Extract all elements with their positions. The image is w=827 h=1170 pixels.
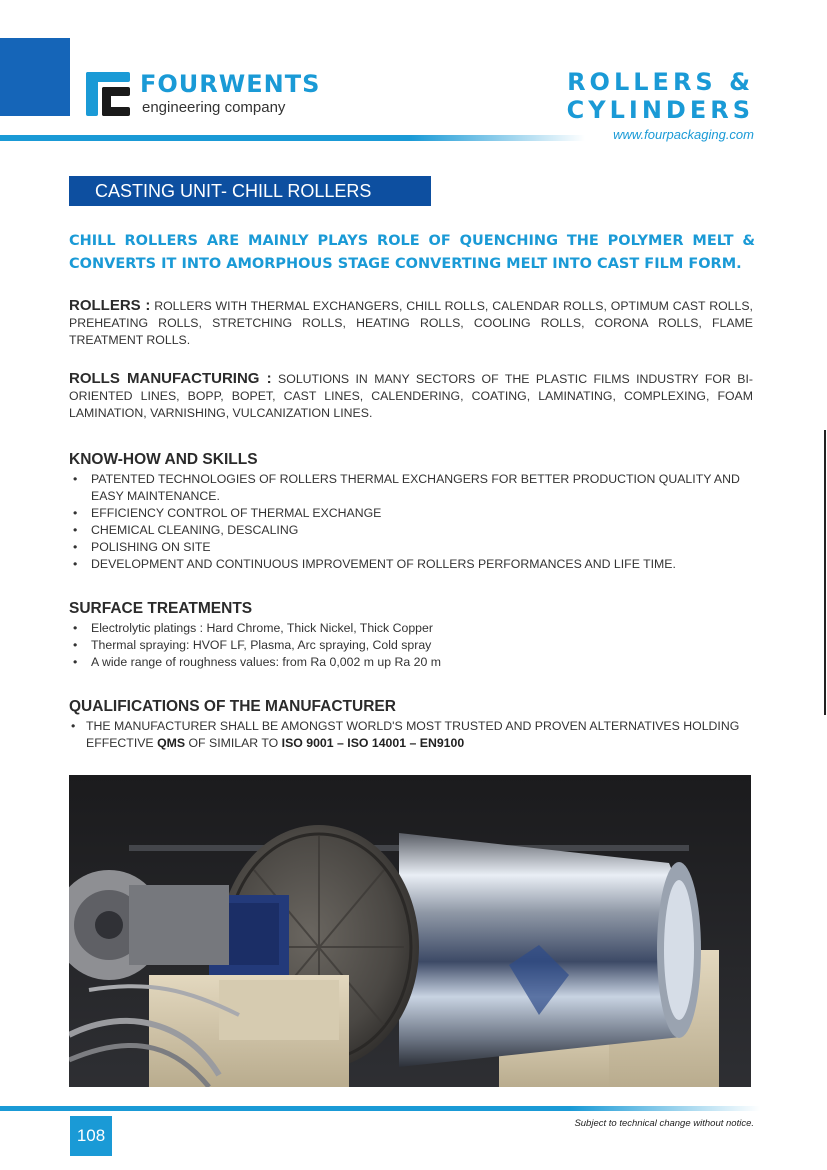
logo-wordmark: FOURWENTS — [140, 70, 321, 98]
corner-accent-block — [0, 38, 70, 116]
rolls-manufacturing-text: SOLUTIONS IN MANY SECTORS OF THE PLASTIC FILMS INDUSTRY FOR BI-ORIENTED LINES, BOPP, BOPET, CAST LINES, CALENDERING, COATING, LAMINATING, COMPLEXING, FOAM LAMINATION, VARNISHING, VULCANIZATION LINES. — [69, 372, 753, 420]
surface-treatments-heading: SURFACE TREATMENTS — [69, 600, 253, 617]
chill-roller-illustration-icon — [69, 775, 751, 1087]
iso-standards: ISO 9001 – ISO 14001 – EN9100 — [281, 736, 465, 750]
website-link[interactable]: www.fourpackaging.com — [613, 127, 754, 142]
lead-statement: CHILL ROLLERS ARE MAINLY PLAYS ROLE OF QUENCHING THE POLYMER MELT & CONVERTS IT INTO AMORPHOUS STAGE CONVERTING MELT INTO CAST FILM FORM. — [69, 233, 755, 272]
catalog-title — [567, 68, 754, 124]
list-item: • Electrolytic platings : Hard Chrome, Thick Nickel, Thick Copper — [69, 620, 759, 637]
catalog-title-line2: CYLINDERS — [566, 96, 754, 124]
section-title-banner: CASTING UNIT- CHILL ROLLERS — [69, 176, 431, 206]
list-item: • Thermal spraying: HVOF LF, Plasma, Arc spraying, Cold spray — [69, 637, 759, 654]
chill-roller-photo — [69, 775, 751, 1087]
footer-divider — [0, 1106, 760, 1111]
rolls-manufacturing-paragraph — [69, 370, 753, 422]
fourwents-logo-icon — [86, 72, 130, 116]
qualifications-list — [69, 718, 759, 752]
company-logo — [86, 70, 321, 120]
rollers-text: ROLLERS WITH THERMAL EXCHANGERS, CHILL ROLLS, CALENDAR ROLLS, OPTIMUM CAST ROLLS, PREHEATING ROLLS, STRETCHING ROLLS, HEATING ROLLS, COOLING ROLLS, CORONA ROLLS, FLAME TREATMENT ROLLS. — [69, 299, 753, 347]
list-item: • POLISHING ON SITE — [69, 539, 759, 556]
disclaimer-note: Subject to technical change without notice. — [574, 1118, 754, 1129]
list-item: • A wide range of roughness values: from Ra 0,002 m up Ra 20 m — [69, 654, 759, 671]
list-item: • EFFICIENCY CONTROL OF THERMAL EXCHANGE — [69, 505, 759, 522]
qualifications-text: THE MANUFACTURER SHALL BE AMONGST WORLD'S MOST TRUSTED AND PROVEN ALTERNATIVES HOLDING EFFECTIVE — [86, 719, 740, 750]
list-item: • PATENTED TECHNOLOGIES OF ROLLERS THERMAL EXCHANGERS FOR BETTER PRODUCTION QUALITY AND EASY MAINTENANCE. — [69, 471, 759, 505]
list-item — [69, 718, 759, 752]
header-divider — [0, 135, 585, 141]
qualifications-text-middle: OF SIMILAR TO — [185, 736, 282, 750]
qms-label: QMS — [157, 736, 186, 750]
qualifications-heading: QUALIFICATIONS OF THE MANUFACTURER — [69, 698, 396, 715]
logo-tagline: engineering company — [142, 99, 286, 116]
page-number: 108 — [70, 1116, 112, 1156]
rollers-paragraph — [69, 297, 753, 349]
rollers-label: ROLLERS : — [69, 297, 151, 314]
list-item: • CHEMICAL CLEANING, DESCALING — [69, 522, 759, 539]
page-edge-line — [824, 430, 826, 715]
catalog-title-line1: ROLLERS & — [567, 68, 754, 96]
rolls-manufacturing-label: ROLLS MANUFACTURING : — [69, 370, 272, 387]
surface-treatments-list — [69, 620, 759, 671]
know-how-heading: KNOW-HOW AND SKILLS — [69, 451, 258, 468]
list-item: • DEVELOPMENT AND CONTINUOUS IMPROVEMENT OF ROLLERS PERFORMANCES AND LIFE TIME. — [69, 556, 759, 573]
know-how-list — [69, 471, 759, 573]
